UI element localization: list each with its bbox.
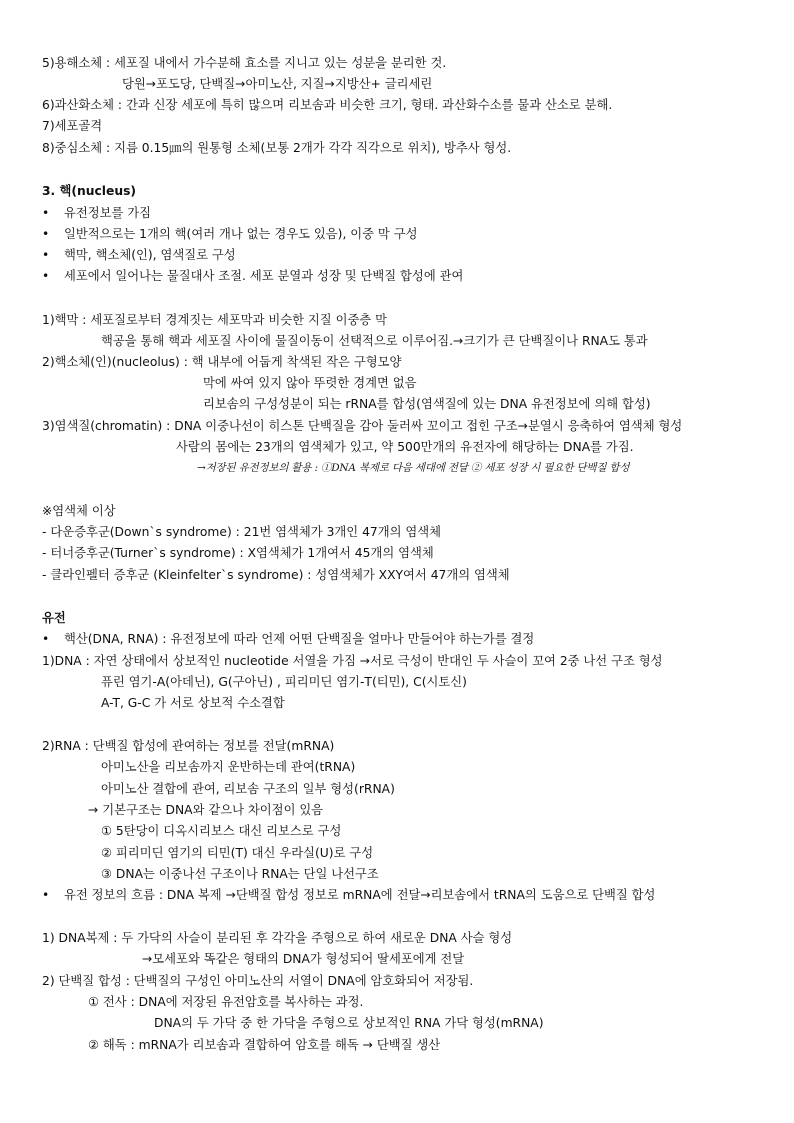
text-line: - 터너증후군(Turner`s syndrome) : X염색체가 1개여서 45개의 염색체 [42, 546, 434, 560]
text-line: 2)RNA : 단백질 합성에 관여하는 정보를 전달(mRNA) [42, 739, 335, 753]
bullet-item: • 일반적으로는 1개의 핵(여러 개나 없는 경우도 있음), 이중 막 구성 [64, 226, 417, 242]
bullet-item: • 핵막, 핵소체(인), 염색질로 구성 [64, 247, 236, 263]
bullet-item: • 유전 정보의 흐름 : DNA 복제 →단백질 합성 정보로 mRNA에 전달→리보솜에서 tRNA의 도움으로 단백질 합성 [64, 887, 655, 903]
section-heading: 3. 핵(nucleus) [42, 184, 137, 198]
text-line: 막에 싸여 있지 않아 뚜렷한 경계면 없음 [203, 376, 417, 390]
text-line: 핵공을 통해 핵과 세포질 사이에 물질이동이 선택적으로 이루어짐.→크기가 큰 단백질이나 RNA도 통과 [101, 334, 648, 348]
text-line: 8)중심소체 : 지름 0.15㎛의 원통형 소체(보통 2개가 각각 직각으로 위치), 방추사 형성. [42, 141, 512, 155]
text-line: → 기본구조는 DNA와 같으나 차이점이 있음 [88, 803, 324, 817]
handwritten-note: →저장된 유전정보의 활용 : ①DNA 복제로 다음 세대에 전달 ② 세포 성장 시 필요한 단백질 합성 [197, 462, 630, 474]
bullet-item: • 세포에서 일어나는 물질대사 조절. 세포 분열과 성장 및 단백질 합성에 관여 [64, 268, 463, 284]
text-line: 6)과산화소체 : 간과 신장 세포에 특히 많으며 리보솜과 비슷한 크기, 형태. 과산화수소를 물과 산소로 분해. [42, 98, 613, 112]
text-line: ② 피리미딘 염기의 티민(T) 대신 우라실(U)로 구성 [101, 846, 374, 860]
text-line: 리보솜의 구성성분이 되는 rRNA를 합성(염색질에 있는 DNA 유전정보에 의해 합성) [203, 397, 651, 411]
text-line: ③ DNA는 이중나선 구조이나 RNA는 단일 나선구조 [101, 867, 379, 881]
section-heading: 유전 [42, 611, 66, 625]
text-line: 퓨린 염기-A(아데닌), G(구아닌) , 피리미딘 염기-T(티민), C(시토신) [101, 675, 467, 689]
text-line: 3)염색질(chromatin) : DNA 이중나선이 히스톤 단백질을 감아 둘러싸 꼬이고 접힌 구조→분열시 응축하여 염색체 형성 [42, 419, 683, 433]
text-line: 사람의 몸에는 23개의 염색체가 있고, 약 500만개의 유전자에 해당하는 DNA를 가짐. [176, 440, 634, 454]
text-line: →모세포와 똑같은 형태의 DNA가 형성되어 딸세포에게 전달 [142, 952, 465, 966]
text-line: - 다운증후군(Down`s syndrome) : 21번 염색체가 3개인 47개의 염색체 [42, 525, 442, 539]
text-line: ※염색체 이상 [42, 504, 116, 518]
text-line: 아미노산 결합에 관여, 리보솜 구조의 일부 형성(rRNA) [101, 782, 395, 796]
bullet-item: • 유전정보를 가짐 [64, 205, 151, 221]
text-line: A-T, G-C 가 서로 상보적 수소결합 [101, 696, 285, 710]
text-line: 당원→포도당, 단백질→아미노산, 지질→지방산+ 글리세린 [122, 77, 433, 91]
text-line: 1)DNA : 자연 상태에서 상보적인 nucleotide 서열을 가짐 →서로 극성이 반대인 두 사슬이 꼬여 2중 나선 구조 형성 [42, 654, 663, 668]
text-line: 2) 단백질 합성 : 단백질의 구성인 아미노산의 서열이 DNA에 암호화되어 저장됨. [42, 974, 474, 988]
text-line: ① 전사 : DNA에 저장된 유전암호를 복사하는 과정. [88, 995, 364, 1009]
text-line: 2)핵소체(인)(nucleolus) : 핵 내부에 어둡게 착색된 작은 구형모양 [42, 355, 402, 369]
text-line: DNA의 두 가닥 중 한 가닥을 주형으로 상보적인 RNA 가닥 형성(mRNA) [154, 1016, 544, 1030]
text-line: ① 5탄당이 디옥시리보스 대신 리보스로 구성 [101, 824, 342, 838]
text-line: 1)핵막 : 세포질로부터 경계짓는 세포막과 비슷한 지질 이중층 막 [42, 313, 388, 327]
text-line: 7)세포골격 [42, 119, 103, 133]
bullet-item: • 핵산(DNA, RNA) : 유전정보에 따라 언제 어떤 단백질을 얼마나 만들어야 하는가를 결정 [64, 631, 534, 647]
text-line: ② 해독 : mRNA가 리보솜과 결합하여 암호를 해독 → 단백질 생산 [88, 1038, 441, 1052]
text-line: 1) DNA복제 : 두 가닥의 사슬이 분리된 후 각각을 주형으로 하여 새로운 DNA 사슬 형성 [42, 931, 513, 945]
text-line: 5)용해소체 : 세포질 내에서 가수분해 효소를 지니고 있는 성분을 분리한 것. [42, 56, 447, 70]
text-line: - 클라인펠터 증후군 (Kleinfelter`s syndrome) : 성염색체가 XXY여서 47개의 염색체 [42, 568, 510, 582]
text-line: 아미노산을 리보솜까지 운반하는데 관여(tRNA) [101, 760, 356, 774]
